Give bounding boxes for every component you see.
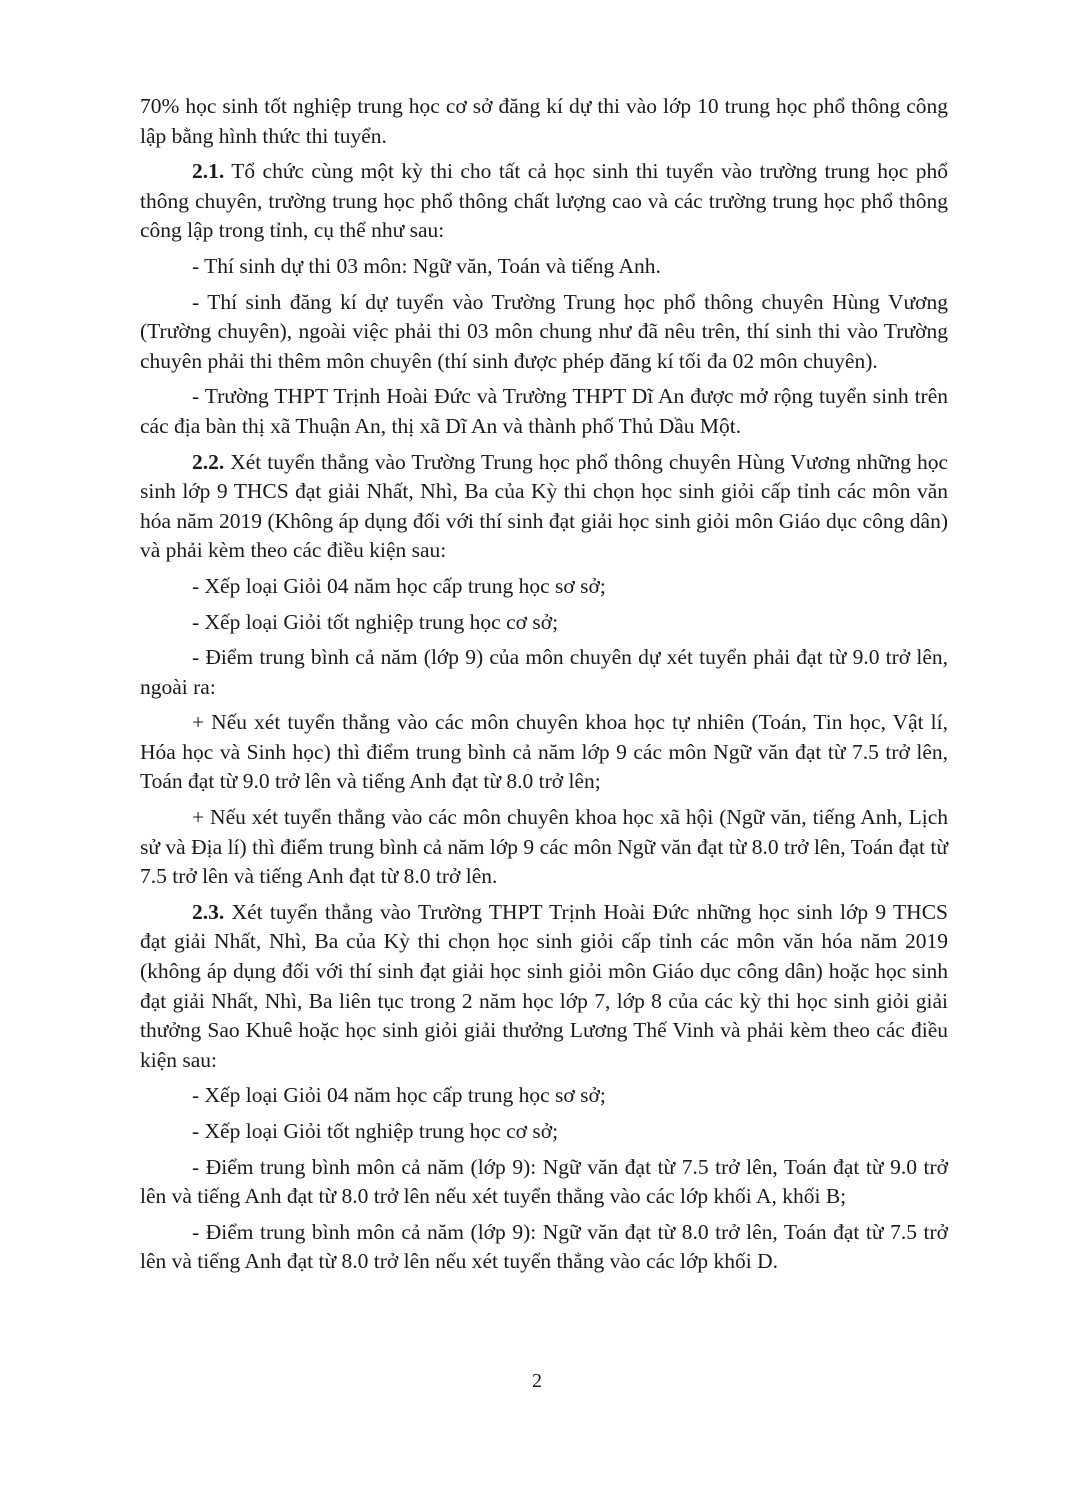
paragraph-text: + Nếu xét tuyển thẳng vào các môn chuyên khoa học tự nhiên (Toán, Tin học, Vật lí, Hóa học và Sinh học) thì điểm trung bình cả năm lớp 9 các môn Ngữ văn đạt từ 7.5 trở lên, Toán đạt từ 9.0 trở lên và tiếng Anh đạt từ 8.0 trở lên; <box>140 710 948 794</box>
paragraph-text: - Trường THPT Trịnh Hoài Đức và Trường THPT Dĩ An được mở rộng tuyển sinh trên các địa bàn thị xã Thuận An, thị xã Dĩ An và thành phố Thủ Dầu Một. <box>140 384 948 438</box>
paragraph <box>140 92 948 151</box>
paragraph-text: - Xếp loại Giỏi tốt nghiệp trung học cơ sở; <box>192 1119 559 1143</box>
paragraph <box>140 382 948 441</box>
page-number: 2 <box>532 1370 542 1392</box>
paragraph-text: - Thí sinh dự thi 03 môn: Ngữ văn, Toán và tiếng Anh. <box>192 253 661 278</box>
section-paragraph <box>140 898 948 1076</box>
paragraph <box>140 1117 948 1147</box>
document-body <box>140 92 948 1277</box>
paragraph <box>140 708 948 797</box>
paragraph-text: Xét tuyển thẳng vào Trường Trung học phổ thông chuyên Hùng Vương những học sinh lớp 9 THCS đạt giải Nhất, Nhì, Ba của Kỳ thi chọn học sinh giỏi cấp tỉnh các môn văn hóa năm 2019 (Không áp dụng đối với thí sinh đạt giải học sinh giỏi môn Giáo dục công dân) và phải kèm theo các điều kiện sau: <box>140 449 948 563</box>
paragraph <box>140 608 948 638</box>
paragraph <box>140 1081 948 1111</box>
paragraph-text: Xét tuyển thẳng vào Trường THPT Trịnh Hoài Đức những học sinh lớp 9 THCS đạt giải Nhất, Nhì, Ba của Kỳ thi chọn học sinh giỏi cấp tỉnh các môn văn hóa năm 2019 (không áp dụng đối với thí sinh đạt giải học sinh giỏi môn Giáo dục công dân) hoặc học sinh đạt giải Nhất, Nhì, Ba liên tục trong 2 năm học lớp 7, lớp 8 của các kỳ thi học sinh giỏi giải thưởng Sao Khuê hoặc học sinh giỏi giải thưởng Lương Thế Vinh và phải kèm theo các điều kiện sau: <box>140 899 948 1072</box>
paragraph <box>140 1218 948 1277</box>
section-number: 2.2. <box>192 449 225 474</box>
paragraph-text: + Nếu xét tuyển thẳng vào các môn chuyên khoa học xã hội (Ngữ văn, tiếng Anh, Lịch sử và Địa lí) thì điểm trung bình cả năm lớp 9 các môn Ngữ văn đạt từ 8.0 trở lên, Toán đạt từ 7.5 trở lên và tiếng Anh đạt từ 8.0 trở lên. <box>140 805 948 889</box>
paragraph <box>140 803 948 892</box>
section-paragraph <box>140 157 948 246</box>
paragraph <box>140 572 948 602</box>
paragraph-text: - Điểm trung bình môn cả năm (lớp 9): Ngữ văn đạt từ 8.0 trở lên, Toán đạt từ 7.5 trở lên và tiếng Anh đạt từ 8.0 trở lên nếu xét tuyển thẳng vào các lớp khối D. <box>140 1219 948 1274</box>
paragraph-text: - Điểm trung bình cả năm (lớp 9) của môn chuyên dự xét tuyển phải đạt từ 9.0 trở lên, ngoài ra: <box>140 645 948 699</box>
paragraph-text: Tổ chức cùng một kỳ thi cho tất cả học sinh thi tuyển vào trường trung học phổ thông chuyên, trường trung học phổ thông chất lượng cao và các trường trung học phổ thông công lập trong tỉnh, cụ thể như sau: <box>140 159 948 243</box>
section-number: 2.3. <box>192 899 225 924</box>
paragraph <box>140 643 948 702</box>
paragraph <box>140 1153 948 1212</box>
paragraph <box>140 252 948 282</box>
paragraph-text: - Thí sinh đăng kí dự tuyển vào Trường Trung học phổ thông chuyên Hùng Vương (Trường chuyên), ngoài việc phải thi 03 môn chung như đã nêu trên, thí sinh thi vào Trường chuyên phải thi thêm môn chuyên (thí sinh được phép đăng kí tối đa 02 môn chuyên). <box>140 289 948 373</box>
paragraph-text: 70% học sinh tốt nghiệp trung học cơ sở đăng kí dự thi vào lớp 10 trung học phổ thông công lập bằng hình thức thi tuyển. <box>140 94 948 148</box>
paragraph-text: - Xếp loại Giỏi 04 năm học cấp trung học sơ sở; <box>192 1083 606 1108</box>
section-number: 2.1. <box>192 159 225 184</box>
paragraph-text: - Xếp loại Giỏi tốt nghiệp trung học cơ sở; <box>192 609 559 634</box>
paragraph-text: - Điểm trung bình môn cả năm (lớp 9): Ngữ văn đạt từ 7.5 trở lên, Toán đạt từ 9.0 trở lên và tiếng Anh đạt từ 8.0 trở lên nếu xét tuyển thẳng vào các lớp khối A, khối B; <box>140 1154 948 1209</box>
paragraph <box>140 288 948 377</box>
paragraph-text: - Xếp loại Giỏi 04 năm học cấp trung học sơ sở; <box>192 573 606 598</box>
section-paragraph <box>140 448 948 566</box>
